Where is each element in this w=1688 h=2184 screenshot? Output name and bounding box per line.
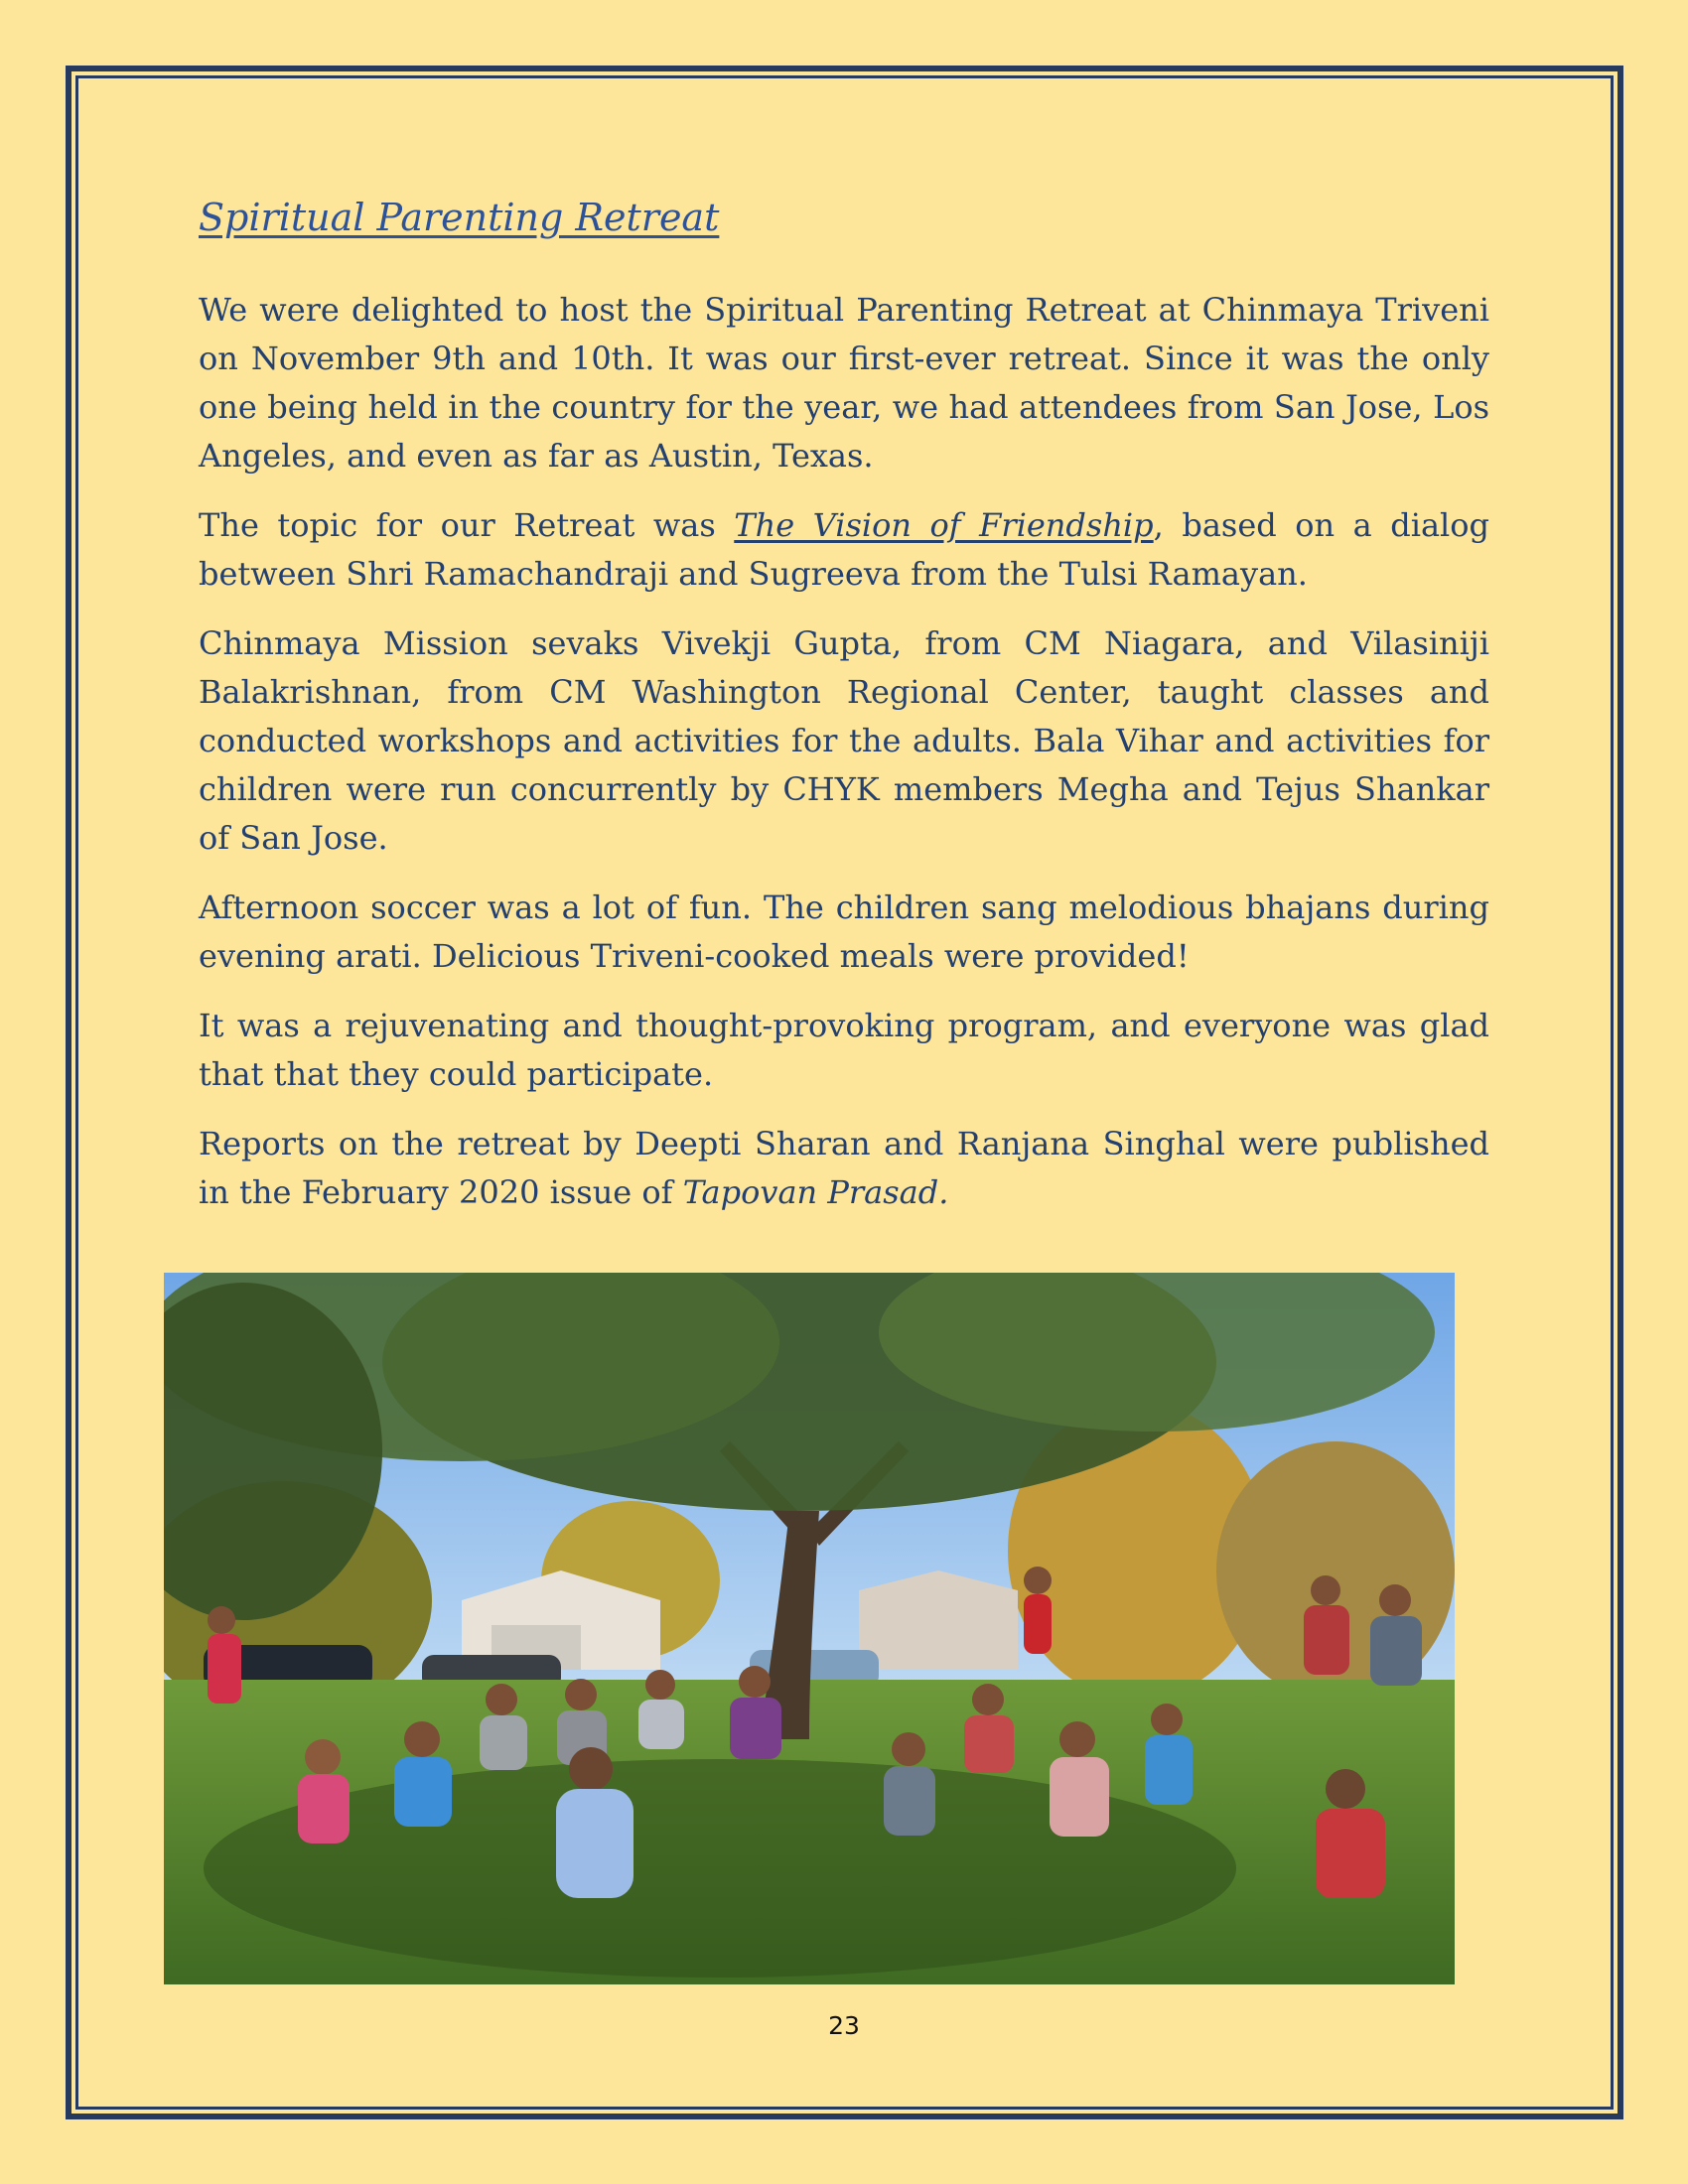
- paragraph-activities: Afternoon soccer was a lot of fun. The children sang melodious bhajans during evening arati. Delicious Triveni-cooked meals were provided!: [199, 888, 1489, 976]
- paragraph-reports-text: Reports on the retreat by Deepti Sharan and Ranjana Singhal were published in the February 2020 issue of: [199, 1125, 1489, 1212]
- article: [199, 194, 1489, 1238]
- article-title: Spiritual Parenting Retreat: [199, 196, 720, 239]
- retreat-group-photo: [164, 1273, 1455, 1984]
- paragraph-summary: It was a rejuvenating and thought-provoking program, and everyone was glad that that they could participate.: [199, 1007, 1489, 1094]
- paragraph-intro: We were delighted to host the Spiritual Parenting Retreat at Chinmaya Triveni on November 9th and 10th. It was our first-ever retreat. Since it was the only one being held in the country for the year, we had attendees from San Jose, Los Angeles, and even as far as Austin, Texas.: [199, 291, 1489, 476]
- page-number: 23: [828, 2011, 860, 2040]
- publication-title: Tapovan Prasad.: [682, 1173, 949, 1212]
- paragraph-reports: [199, 1120, 1489, 1217]
- paragraph-topic-text: The topic for our Retreat was: [199, 506, 735, 545]
- topic-title-link: The Vision of Friendship: [734, 506, 1154, 545]
- paragraph-topic: [199, 501, 1489, 599]
- paragraph-topic-text-end: , based on a dialog between Shri Ramachandraji and Sugreeva from the Tulsi Ramayan.: [199, 506, 1490, 594]
- paragraph-sevaks: Chinmaya Mission sevaks Vivekji Gupta, from CM Niagara, and Vilasiniji Balakrishnan, from CM Washington Regional Center, taught classes and conducted workshops and activities for the adults. Bala Vihar and activities for children were run concurrently by CHYK members Megha and Tejus Shankar of San Jose.: [199, 624, 1489, 858]
